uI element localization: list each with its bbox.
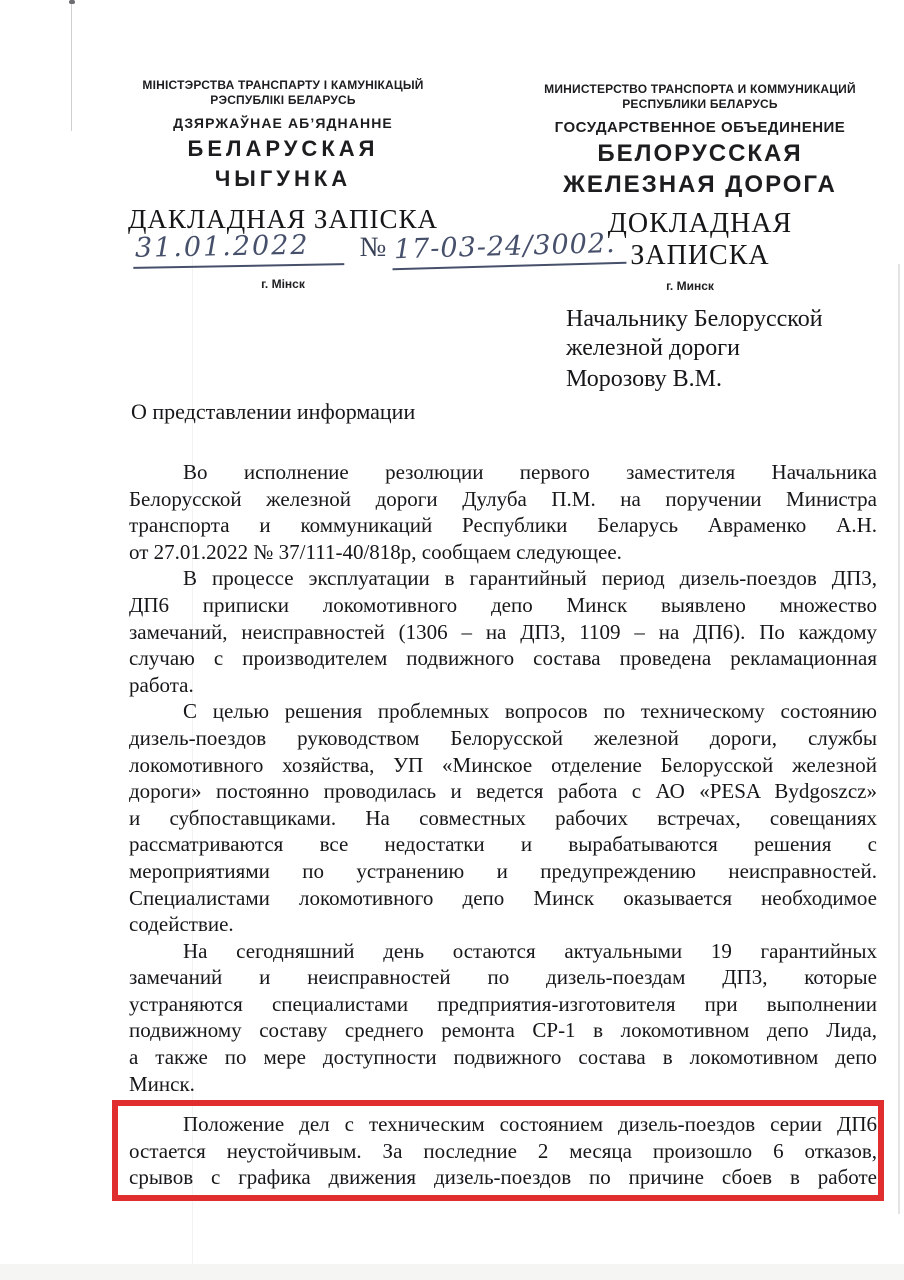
ministry-name-line: РЕСПУБЛИКИ БЕЛАРУСЬ — [622, 97, 778, 111]
text-line: замечаний, неисправностей (1306 – на ДП3, 1109 – на ДП6). По каждому — [129, 619, 877, 644]
handwritten-date: 31.01.2022 — [133, 229, 344, 269]
text-line: ДП6 приписки локомотивного депо Минск выявлено множество — [129, 592, 877, 617]
scan-bottom-shadow — [0, 1264, 904, 1280]
document-type-title: ДОКЛАДНАЯ ЗАПИСКА — [607, 208, 793, 271]
text-line: содействие. — [129, 912, 234, 937]
addressee-name: Морозову В.М. — [566, 366, 722, 392]
paragraph — [129, 565, 877, 698]
text-line: дизель-поездов руководством Белорусской железной дороги, службы — [129, 725, 877, 750]
scan-edge-line — [898, 264, 900, 1214]
paragraph — [129, 938, 877, 1098]
org-name-line: ЧЫГУНКА — [214, 166, 352, 191]
addressee-line: железной дороги — [566, 335, 740, 361]
text-line: В процессе эксплуатации в гарантийный период дизель-поездов ДП3, — [183, 566, 877, 591]
addressee-line: Начальнику Белорусской — [566, 306, 823, 332]
ministry-name-line: МІНІСТЭРСТВА ТРАНСПАРТУ І КАМУНІКАЦЫЙ — [142, 78, 424, 92]
text-line: устраняются специалистами предприятия-изготовителя при выполнении — [129, 991, 877, 1016]
text-line: замечаний и неисправностей по дизель-поездам ДП3, которые — [129, 965, 877, 990]
city-label-russian: г. Минск — [666, 279, 714, 293]
text-line: Специалистами локомотивного депо Минск оказывается необходимое — [129, 885, 877, 910]
paragraph — [129, 459, 877, 565]
text-line: Минск. — [129, 1071, 195, 1096]
org-type-label: ДЗЯРЖАЎНАЕ АБ’ЯДНАННЕ — [173, 115, 393, 131]
addressee-block — [566, 305, 871, 394]
highlighted-paragraph — [112, 1100, 884, 1201]
text-line: дороги» постоянно проводилась и ведется работа с АО «PESA Bydgoszcz» — [129, 779, 877, 804]
reference-line — [133, 228, 626, 267]
paragraph — [129, 698, 877, 937]
text-line: На сегодняшний день остаются актуальными 19 гарантийных — [183, 938, 877, 963]
text-line: транспорта и коммуникаций Республики Беларусь Авраменко А.Н. — [129, 513, 877, 538]
scan-line-artifact — [71, 3, 72, 131]
text-line: локомотивного хозяйства, УП «Минское отделение Белорусской железной — [129, 752, 877, 777]
text-line: мероприятиями по устранению и предупреждению неисправностей. — [129, 858, 877, 883]
body-paragraphs — [129, 459, 877, 1097]
org-name-line: БЕЛОРУССКАЯ — [597, 140, 803, 167]
text-line: С целью решения проблемных вопросов по техническому состоянию — [183, 699, 877, 724]
text-line: от 27.01.2022 № 37/111-40/818р, сообщаем следующее. — [129, 539, 622, 564]
memo-body — [129, 459, 877, 1201]
text-line: а также по мере доступности подвижного состава в локомотивном депо — [129, 1045, 877, 1070]
org-name-line: ЖЕЛЕЗНАЯ ДОРОГА — [563, 171, 837, 198]
ministry-name-line: МИНИСТЕРСТВО ТРАНСПОРТА И КОММУНИКАЦИЙ — [544, 82, 856, 96]
text-line: остается неустойчивым. За последние 2 месяца произошло 6 отказов, — [129, 1138, 877, 1163]
text-line: срывов с графика движения дизель-поездов по причине сбоев в работе — [129, 1165, 877, 1190]
document-type-title: ДАКЛАДНАЯ ЗАПІСКА — [128, 204, 438, 234]
text-line: Белорусской железной дороги Дулуба П.М. на поручении Министра — [129, 486, 877, 511]
text-line: и субпоставщиками. На совместных рабочих встречах, совещаниях — [129, 805, 877, 830]
text-line: Во исполнение резолюции первого заместителя Начальника — [183, 460, 877, 484]
number-sign: № — [359, 232, 387, 263]
letterhead-belarusian — [126, 78, 440, 235]
city-label-belarusian: г. Мінск — [261, 277, 305, 291]
subject-line: О представлении информации — [131, 399, 416, 424]
ministry-name-line: РЭСПУБЛІКІ БЕЛАРУСЬ — [210, 93, 356, 107]
text-line: рассматриваются все недостатки и вырабатываются решения с — [129, 832, 877, 857]
org-name-line: БЕЛАРУСКАЯ — [187, 136, 379, 161]
org-type-label: ГОСУДАРСТВЕННОЕ ОБЪЕДИНЕНИЕ — [554, 119, 846, 136]
text-line: подвижному составу среднего ремонта СР-1 в локомотивном депо Лида, — [129, 1018, 877, 1043]
text-line: случаю с производителем подвижного состава проведена рекламационная — [129, 646, 877, 671]
handwritten-number: 17-03-24/3002. — [392, 228, 627, 271]
scan-speck — [69, 0, 75, 4]
text-line: работа. — [129, 672, 194, 697]
text-line: Положение дел с техническим состоянием дизель-поездов серии ДП6 — [183, 1112, 877, 1137]
